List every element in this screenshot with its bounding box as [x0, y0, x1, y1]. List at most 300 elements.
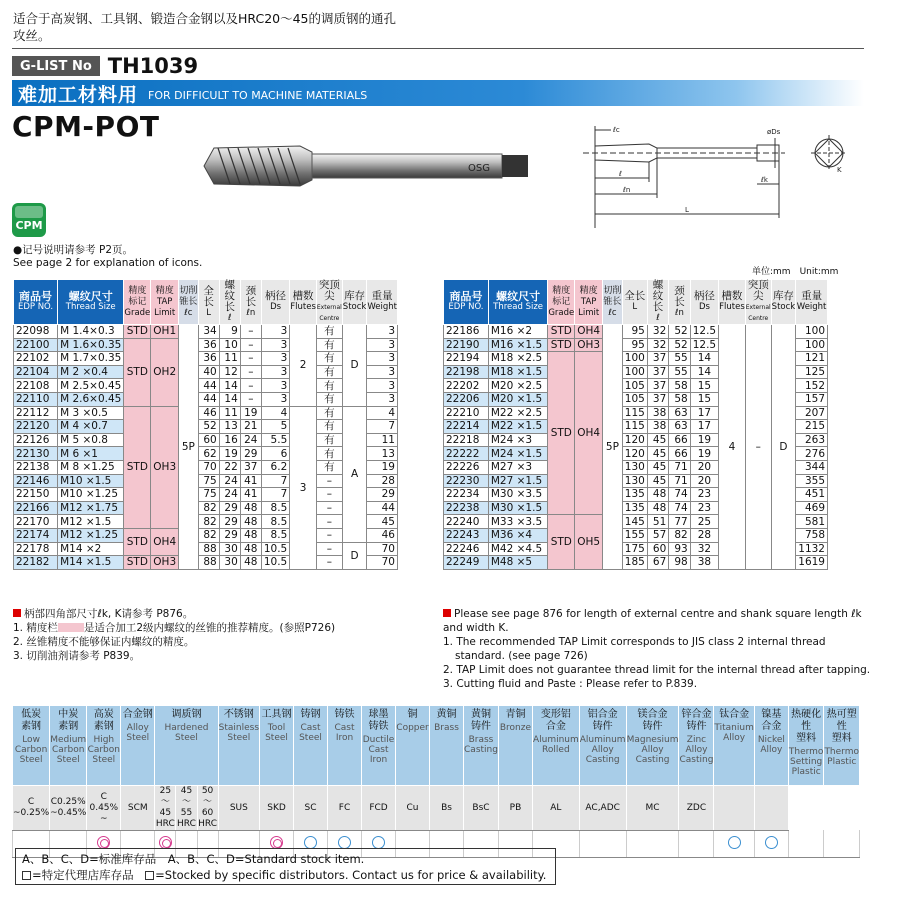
category-zh: 难加工材料用 [18, 83, 139, 106]
neck-length-cell: 98 [669, 556, 690, 570]
material-code: ZDC [679, 786, 714, 831]
thread-length-cell: 22 [219, 460, 240, 474]
edp-cell: 22222 [444, 447, 489, 461]
material-code: 50～60 HRC [198, 786, 217, 829]
shank-dia-cell: 7 [261, 474, 289, 488]
flutes-cell: 3 [290, 406, 317, 569]
shank-dia-cell: 5.5 [261, 433, 289, 447]
edp-cell: 22238 [444, 501, 489, 515]
material-code [714, 786, 754, 831]
circle-icon [765, 836, 778, 849]
glist-header [12, 54, 198, 78]
square-box-icon [22, 871, 31, 880]
length-cell: 36 [198, 338, 219, 352]
neck-length-cell: 48 [240, 515, 261, 529]
tap-image [200, 140, 530, 192]
neck-length-cell: 29 [240, 447, 261, 461]
edp-cell: 22174 [14, 528, 58, 542]
header-divider [12, 48, 864, 49]
group-oh2-grade: STD [124, 338, 151, 406]
thread-cell: M 8 ×1.25 [58, 460, 124, 474]
category-en: FOR DIFFICULT TO MACHINE MATERIALS [148, 88, 368, 102]
material-name-en: Brass Casting [464, 735, 498, 755]
weight-cell: 7 [367, 420, 398, 434]
shank-dia-cell: 3 [261, 392, 289, 406]
shank-dia-cell: 8.5 [261, 501, 289, 515]
weight-cell: 29 [367, 488, 398, 502]
thread-length-cell: 11 [219, 406, 240, 420]
edp-cell: 22126 [14, 433, 58, 447]
col-L: 全长 L [198, 280, 219, 325]
shank-dia-cell: 20 [690, 474, 718, 488]
flutes-cell: 4 [719, 325, 746, 570]
footnote-1-zh: 1. 精度栏 是适合加工2级内螺纹的丝锥的推荐精度。(参照P726) [13, 622, 336, 634]
edp-cell: 22120 [14, 420, 58, 434]
row-limit: OH4 [575, 325, 603, 339]
neck-length-cell: 24 [240, 433, 261, 447]
length-cell: 44 [198, 392, 219, 406]
weight-cell: 1132 [796, 542, 828, 556]
shank-dia-cell: 32 [690, 542, 718, 556]
weight-cell: 121 [796, 352, 828, 366]
thread-cell: M 1.6×0.35 [58, 338, 124, 352]
material-name-zh: 镁合金 铸件 [637, 709, 668, 732]
thread-length-cell: 45 [647, 447, 668, 461]
col-stock: 库存 Stock [342, 280, 367, 325]
table-row [14, 528, 398, 542]
material-header [532, 706, 579, 786]
material-name-zh: 黄铜 铸件 [470, 709, 491, 732]
neck-length-cell: 48 [240, 501, 261, 515]
table-row [14, 406, 398, 420]
table-row [14, 365, 398, 379]
edp-cell: 22146 [14, 474, 58, 488]
material-name-en: Brass [434, 723, 459, 733]
material-name-zh: 不锈钢 [223, 709, 254, 720]
thread-cell: M 2 ×0.4 [58, 365, 124, 379]
thread-length-cell: 19 [219, 447, 240, 461]
thread-length-cell: 45 [647, 474, 668, 488]
edp-cell: 22130 [14, 447, 58, 461]
shank-dia-cell: 8.5 [261, 515, 289, 529]
material-name-en: Thermo Setting Plastic [788, 747, 824, 777]
col-weight: 重量 Weight [796, 280, 828, 325]
thread-length-cell: 38 [647, 406, 668, 420]
shank-dia-cell: 4 [261, 406, 289, 420]
thread-length-cell: 51 [647, 515, 668, 529]
material-name-en: Cast Steel [299, 723, 322, 743]
length-cell: 115 [622, 406, 647, 420]
neck-length-cell: 48 [240, 542, 261, 556]
weight-cell: 355 [796, 474, 828, 488]
length-cell: 130 [622, 460, 647, 474]
material-name-en: Nickel Alloy [757, 735, 785, 755]
material-header [396, 706, 430, 786]
table-row [14, 325, 398, 339]
weight-cell: 152 [796, 379, 828, 393]
table-row [14, 447, 398, 461]
table-row [14, 338, 398, 352]
material-mark [626, 831, 679, 858]
drawing-L: L [685, 206, 689, 214]
intro-line-1: 适合于高炭钢、工具钢、锻造合金钢以及HRC20～45的调质钢的通孔 [13, 11, 397, 26]
thread-length-cell: 67 [647, 556, 668, 570]
svg-text:OSG: OSG [468, 163, 490, 174]
thread-cell: M27 ×1.5 [488, 474, 547, 488]
thread-cell: M 2.6×0.45 [58, 392, 124, 406]
group-oh5-grade: STD [548, 515, 575, 569]
material-code: AL [532, 786, 579, 831]
neck-length-cell: 66 [669, 433, 690, 447]
weight-cell: 157 [796, 392, 828, 406]
shank-dia-cell: 3 [261, 379, 289, 393]
col-limit: 精度 TAP Limit [575, 280, 603, 325]
col-flutes: 槽数 Flutes [719, 280, 746, 325]
stock-cell: D [771, 325, 796, 570]
shank-dia-cell: 19 [690, 447, 718, 461]
material-header [155, 706, 218, 786]
material-name-en: Thermo Plastic [824, 747, 859, 767]
footnote-3-en: 3. Cutting fluid and Paste : Please refer to P.839. [443, 678, 698, 690]
material-code: C 0.45% ~ [87, 786, 121, 831]
col-weight: 重量 Weight [367, 280, 398, 325]
material-code: SKD [260, 786, 294, 831]
ext-centre-cell: – [316, 474, 342, 488]
thread-length-cell: 32 [647, 325, 668, 339]
material-header [121, 706, 155, 786]
edp-cell: 22182 [14, 556, 58, 570]
weight-cell: 3 [367, 352, 398, 366]
thread-cell: M20 ×2.5 [488, 379, 547, 393]
drawing-k: K [837, 166, 842, 174]
neck-length-cell: 52 [669, 338, 690, 352]
material-mark [824, 831, 860, 858]
length-cell: 100 [622, 365, 647, 379]
length-cell: 52 [198, 420, 219, 434]
material-name-zh: 钛合金 [719, 709, 750, 720]
material-name-zh: 热硬化性 塑料 [791, 709, 822, 744]
table-row [14, 474, 398, 488]
length-cell: 130 [622, 474, 647, 488]
material-name-en: Stainless Steel [218, 723, 260, 743]
weight-cell: 344 [796, 460, 828, 474]
row-limit: OH3 [575, 338, 603, 352]
table-row [14, 501, 398, 515]
table-row [444, 325, 828, 339]
material-header [754, 706, 788, 786]
thread-length-cell: 10 [219, 338, 240, 352]
shank-dia-cell: 38 [690, 556, 718, 570]
material-code: Bs [430, 786, 464, 831]
neck-length-cell: – [240, 338, 261, 352]
thread-cell: M 1.4×0.3 [58, 325, 124, 339]
length-cell: 34 [198, 325, 219, 339]
icon-notes [13, 244, 202, 270]
row-limit: OH1 [151, 325, 179, 339]
pink-swatch-icon [58, 623, 84, 632]
weight-cell: 11 [367, 433, 398, 447]
ext-centre-cell: 有 [316, 365, 342, 379]
material-code: AC,ADC [579, 786, 626, 831]
category-bar [12, 80, 864, 106]
material-header [260, 706, 294, 786]
thread-cell: M18 ×2.5 [488, 352, 547, 366]
ext-centre-cell: 有 [316, 392, 342, 406]
units-label: 单位:mm Unit:mm [752, 267, 839, 277]
shank-dia-cell: 8.5 [261, 528, 289, 542]
col-stock: 库存 Stock [771, 280, 796, 325]
col-ln: 颈长 ℓn [669, 280, 690, 325]
weight-cell: 3 [367, 392, 398, 406]
length-cell: 95 [622, 325, 647, 339]
edp-cell: 22202 [444, 379, 489, 393]
weight-cell: 581 [796, 515, 828, 529]
thread-cell: M12 ×1.75 [58, 501, 124, 515]
thread-cell: M33 ×3.5 [488, 515, 547, 529]
edp-cell: 22230 [444, 474, 489, 488]
ext-centre-cell: 有 [316, 325, 342, 339]
thread-cell: M14 ×2 [58, 542, 124, 556]
thread-length-cell: 16 [219, 433, 240, 447]
material-code: Cu [396, 786, 430, 831]
table-header-row [444, 280, 828, 325]
shank-dia-cell: 15 [690, 392, 718, 406]
shank-dia-cell: 23 [690, 488, 718, 502]
neck-length-cell: 74 [669, 501, 690, 515]
shank-dia-cell: 5 [261, 420, 289, 434]
edp-cell: 22249 [444, 556, 489, 570]
flutes-cell: 2 [290, 325, 317, 407]
neck-length-cell: 19 [240, 406, 261, 420]
length-cell: 105 [622, 379, 647, 393]
edp-cell: 22178 [14, 542, 58, 556]
thread-length-cell: 60 [647, 542, 668, 556]
col-l: 螺纹长 ℓ [647, 280, 668, 325]
weight-cell: 276 [796, 447, 828, 461]
thread-cell: M12 ×1.5 [58, 515, 124, 529]
shank-dia-cell: 3 [261, 365, 289, 379]
material-name-zh: 镍基 合金 [761, 709, 782, 732]
thread-length-cell: 57 [647, 528, 668, 542]
shank-dia-cell: 6 [261, 447, 289, 461]
weight-cell: 4 [367, 406, 398, 420]
edp-cell: 22243 [444, 528, 489, 542]
square-box-icon [145, 871, 154, 880]
edp-cell: 22214 [444, 420, 489, 434]
neck-length-cell: 77 [669, 515, 690, 529]
neck-length-cell: 48 [240, 528, 261, 542]
weight-cell: 451 [796, 488, 828, 502]
length-cell: 120 [622, 433, 647, 447]
weight-cell: 758 [796, 528, 828, 542]
shank-dia-cell: 20 [690, 460, 718, 474]
shank-dia-cell: 7 [261, 488, 289, 502]
material-mark [579, 831, 626, 858]
material-header [464, 706, 499, 786]
length-cell: 82 [198, 515, 219, 529]
neck-length-cell: 37 [240, 460, 261, 474]
weight-cell: 100 [796, 325, 828, 339]
thread-length-cell: 37 [647, 352, 668, 366]
thread-cell: M27 ×3 [488, 460, 547, 474]
material-header [824, 706, 860, 786]
length-cell: 40 [198, 365, 219, 379]
ext-centre-cell: 有 [316, 460, 342, 474]
table-row [14, 460, 398, 474]
spec-table-right [443, 279, 828, 570]
material-header [788, 706, 824, 786]
neck-length-cell: 66 [669, 447, 690, 461]
weight-cell: 215 [796, 420, 828, 434]
thread-length-cell: 37 [647, 392, 668, 406]
material-name-zh: 高炭 素钢 [93, 709, 114, 732]
neck-length-cell: – [240, 325, 261, 339]
material-name-en: Aluminum Rolled [532, 735, 579, 755]
shank-dia-cell: 15 [690, 379, 718, 393]
material-name-en: Medium Carbon Steel [50, 735, 87, 765]
material-name-zh: 低炭 素钢 [21, 709, 42, 732]
thread-cell: M 4 ×0.7 [58, 420, 124, 434]
thread-length-cell: 29 [219, 515, 240, 529]
neck-length-cell: 63 [669, 420, 690, 434]
material-mark [754, 831, 788, 858]
material-code: MC [626, 786, 679, 831]
group-oh3-grade: STD [124, 406, 151, 528]
ext-centre-cell: 有 [316, 352, 342, 366]
ext-centre-cell: – [316, 528, 342, 542]
ext-centre-cell: – [316, 556, 342, 570]
row-grade: STD [548, 338, 575, 352]
edp-cell: 22112 [14, 406, 58, 420]
col-flutes: 槽数 Flutes [290, 280, 317, 325]
intro-text [13, 10, 433, 44]
col-lc: 切削锥长 ℓc [603, 280, 623, 325]
edp-cell: 22246 [444, 542, 489, 556]
material-name-en: Low Carbon Steel [14, 735, 48, 765]
thread-cell: M14 ×1.5 [58, 556, 124, 570]
material-header [626, 706, 679, 786]
thread-length-cell: 45 [647, 460, 668, 474]
material-name-zh: 锌合金 铸件 [681, 709, 712, 732]
footnote-3-zh: 3. 切削油剂请参考 P839。 [13, 650, 141, 662]
weight-cell: 3 [367, 365, 398, 379]
lc-cell: 5P [603, 325, 623, 570]
weight-cell: 45 [367, 515, 398, 529]
col-thread: 螺纹尺寸 Thread Size [488, 280, 547, 325]
legend-line-1: A、B、C、D=标准库存品 A、B、C、D=Standard stock item. [22, 852, 365, 866]
thread-cell: M 3 ×0.5 [58, 406, 124, 420]
thread-length-cell: 30 [219, 556, 240, 570]
thread-cell: M 6 ×1 [58, 447, 124, 461]
thread-length-cell: 32 [647, 338, 668, 352]
thread-length-cell: 14 [219, 379, 240, 393]
col-lc: 切削锥长 ℓc [179, 280, 199, 325]
material-code: BsC [464, 786, 499, 831]
material-header [362, 706, 396, 786]
table-row [14, 392, 398, 406]
weight-cell: 3 [367, 325, 398, 339]
shank-dia-cell: 10.5 [261, 542, 289, 556]
thread-cell: M12 ×1.25 [58, 528, 124, 542]
col-ds: 柄径 Ds [261, 280, 289, 325]
edp-cell: 22150 [14, 488, 58, 502]
neck-length-cell: – [240, 352, 261, 366]
weight-cell: 70 [367, 556, 398, 570]
group-oh4-limit: OH4 [151, 528, 179, 555]
neck-length-cell: – [240, 379, 261, 393]
length-cell: 135 [622, 488, 647, 502]
weight-cell: 207 [796, 406, 828, 420]
material-code: PB [498, 786, 532, 831]
shank-dia-cell: 14 [690, 352, 718, 366]
table-row [14, 379, 398, 393]
material-header [13, 706, 50, 786]
shank-dia-cell: 28 [690, 528, 718, 542]
thread-length-cell: 38 [647, 420, 668, 434]
ext-centre-cell: – [316, 515, 342, 529]
material-name-zh: 热可塑性 塑料 [826, 709, 857, 744]
material-name-zh: 中炭 素钢 [58, 709, 79, 732]
drawing-lk: ℓk [761, 176, 768, 184]
material-mark [714, 831, 754, 858]
length-cell: 82 [198, 501, 219, 515]
weight-cell: 3 [367, 379, 398, 393]
thread-cell: M30 ×3.5 [488, 488, 547, 502]
table-header-row [14, 280, 398, 325]
neck-length-cell: 74 [669, 488, 690, 502]
length-cell: 115 [622, 420, 647, 434]
length-cell: 44 [198, 379, 219, 393]
thread-cell: M22 ×1.5 [488, 420, 547, 434]
thread-length-cell: 11 [219, 352, 240, 366]
neck-length-cell: 82 [669, 528, 690, 542]
ext-centre-cell: 有 [316, 379, 342, 393]
drawing-l: ℓ [619, 170, 622, 178]
circle-icon [728, 836, 741, 849]
material-header [679, 706, 714, 786]
length-cell: 155 [622, 528, 647, 542]
edp-cell: 22210 [444, 406, 489, 420]
material-code: 25～45 HRC [155, 786, 175, 829]
length-cell: 175 [622, 542, 647, 556]
material-name-zh: 铸铁 [334, 709, 355, 720]
material-header [328, 706, 362, 786]
material-name-zh: 调质钢 [171, 709, 202, 720]
weight-cell: 1619 [796, 556, 828, 570]
glist-code: TH1039 [107, 54, 199, 78]
edp-cell: 22190 [444, 338, 489, 352]
stock-cell: D [342, 542, 367, 569]
table-row [14, 420, 398, 434]
weight-cell: 469 [796, 501, 828, 515]
material-name-zh: 铸钢 [300, 709, 321, 720]
edp-cell: 22226 [444, 460, 489, 474]
material-code: FCD [362, 786, 396, 831]
shank-dia-cell: 25 [690, 515, 718, 529]
neck-length-cell: 41 [240, 474, 261, 488]
ext-centre-cell: 有 [316, 406, 342, 420]
material-header [50, 706, 87, 786]
edp-cell: 22186 [444, 325, 489, 339]
shank-dia-cell: 17 [690, 420, 718, 434]
material-name-en: High Carbon Steel [87, 735, 120, 765]
material-name-en: Cast Iron [334, 723, 355, 743]
stock-legend [15, 848, 556, 885]
thread-length-cell: 24 [219, 488, 240, 502]
weight-cell: 19 [367, 460, 398, 474]
thread-length-cell: 48 [647, 488, 668, 502]
thread-length-cell: 29 [219, 528, 240, 542]
